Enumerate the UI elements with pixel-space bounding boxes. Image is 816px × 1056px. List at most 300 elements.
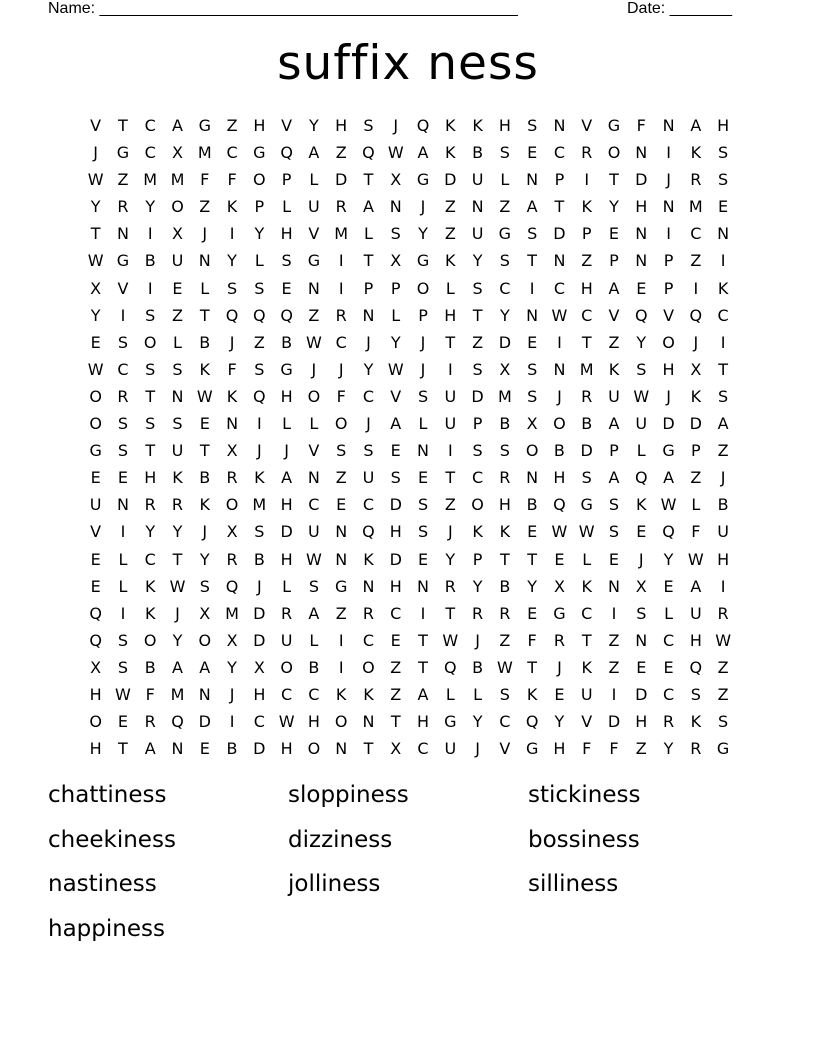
grid-letter: I	[666, 143, 671, 163]
grid-letter: F	[200, 170, 210, 190]
grid-letter: Q	[362, 143, 375, 163]
word-list-item: dizziness	[288, 826, 393, 853]
grid-letter: H	[280, 495, 293, 515]
grid-letter: K	[199, 359, 211, 379]
grid-letter: T	[527, 549, 538, 569]
grid-letter: Y	[527, 576, 538, 596]
grid-letter: N	[362, 712, 375, 732]
grid-letter: Y	[227, 251, 237, 271]
grid-letter: Z	[717, 657, 729, 677]
grid-letter: R	[472, 603, 484, 623]
grid-letter: P	[472, 414, 483, 434]
grid-letter: Y	[145, 197, 156, 217]
grid-letter: N	[116, 495, 129, 515]
grid-letter: N	[116, 224, 129, 244]
grid-letter: Z	[253, 332, 265, 352]
grid-letter: E	[199, 739, 210, 759]
grid-letter: C	[690, 224, 702, 244]
grid-row	[82, 464, 737, 491]
grid-letter: L	[473, 684, 483, 704]
grid-row	[82, 573, 737, 600]
grid-letter: N	[417, 441, 429, 461]
grid-letter: W	[305, 549, 322, 569]
grid-letter: Y	[199, 549, 210, 569]
grid-letter: N	[662, 116, 675, 135]
grid-letter: Q	[362, 522, 375, 542]
grid-letter: J	[256, 576, 262, 596]
grid-letter: Z	[472, 332, 484, 352]
grid-letter: S	[117, 657, 128, 677]
grid-letter: T	[554, 197, 565, 217]
grid-letter: N	[171, 386, 184, 406]
grid-letter: K	[581, 197, 592, 217]
grid-letter: C	[471, 468, 484, 488]
grid-letter: I	[611, 603, 617, 623]
grid-letter: Y	[609, 197, 619, 217]
grid-letter: D	[198, 712, 211, 732]
page-title: suffix ness	[277, 36, 539, 91]
grid-letter: Z	[117, 170, 129, 190]
grid-letter: B	[499, 576, 511, 596]
grid-letter: E	[390, 630, 401, 650]
grid-letter: I	[338, 657, 344, 677]
grid-letter: J	[229, 684, 235, 704]
grid-letter: A	[308, 603, 320, 623]
grid-letter: Q	[280, 305, 293, 325]
grid-letter: S	[499, 143, 510, 163]
grid-letter: E	[527, 332, 538, 352]
grid-letter: G	[89, 441, 102, 461]
grid-letter: R	[117, 197, 129, 217]
grid-letter: I	[120, 522, 126, 542]
grid-letter: P	[254, 197, 265, 217]
grid-letter: L	[363, 224, 373, 244]
grid-letter: C	[362, 386, 375, 406]
grid-letter: T	[581, 332, 592, 352]
grid-letter: A	[608, 278, 620, 298]
grid-letter: A	[417, 684, 429, 704]
grid-letter: J	[338, 359, 344, 379]
grid-letter: K	[608, 359, 620, 379]
grid-letter: K	[472, 522, 483, 542]
grid-letter: R	[144, 712, 156, 732]
grid-letter: U	[635, 414, 648, 434]
grid-letter: S	[363, 116, 374, 135]
word-list-item: nastiness	[48, 871, 157, 897]
grid-letter: X	[226, 630, 238, 650]
grid-letter: B	[472, 657, 484, 677]
grid-letter: R	[690, 170, 702, 190]
grid-letter: Q	[253, 305, 266, 325]
grid-letter: M	[497, 386, 512, 406]
grid-letter: O	[307, 386, 321, 406]
grid-letter: X	[390, 251, 402, 271]
grid-letter: O	[225, 495, 239, 515]
grid-letter: S	[145, 414, 156, 434]
grid-letter: Z	[199, 197, 211, 217]
grid-letter: H	[89, 684, 102, 704]
grid-letter: E	[417, 549, 429, 569]
grid-letter: C	[499, 712, 511, 732]
grid-letter: S	[145, 359, 156, 379]
grid-letter: J	[175, 603, 180, 623]
grid-letter: Y	[663, 739, 674, 759]
grid-letter: L	[582, 549, 592, 569]
grid-letter: Z	[690, 468, 702, 488]
grid-letter: K	[445, 143, 456, 163]
grid-letter: U	[280, 630, 293, 650]
grid-letter: T	[472, 305, 483, 325]
grid-letter: C	[553, 143, 565, 163]
grid-letter: T	[90, 224, 101, 244]
grid-letter: O	[525, 441, 539, 461]
grid-letter: V	[581, 712, 593, 732]
grid-letter: N	[471, 197, 484, 217]
grid-letter: N	[553, 251, 566, 271]
grid-letter: H	[280, 739, 293, 759]
grid-letter: H	[553, 739, 566, 759]
grid-letter: N	[608, 576, 620, 596]
grid-letter: C	[553, 278, 565, 298]
grid-letter: Q	[89, 630, 102, 650]
grid-letter: D	[253, 630, 266, 650]
grid-letter: G	[253, 143, 266, 163]
grid-letter: P	[609, 251, 619, 271]
grid-letter: S	[581, 468, 592, 488]
grid-letter: A	[608, 468, 620, 488]
grid-letter: N	[362, 305, 375, 325]
grid-letter: H	[253, 116, 266, 135]
grid-letter: K	[144, 576, 156, 596]
grid-letter: E	[336, 495, 347, 515]
grid-letter: N	[226, 414, 239, 434]
grid-letter: H	[389, 576, 402, 596]
grid-letter: J	[93, 143, 98, 163]
grid-letter: H	[144, 468, 157, 488]
grid-letter: V	[308, 441, 320, 461]
grid-letter: B	[308, 657, 320, 677]
grid-letter: T	[363, 739, 374, 759]
word-list-item: cheekiness	[48, 826, 176, 853]
grid-letter: U	[580, 684, 593, 704]
grid-letter: C	[308, 495, 320, 515]
grid-letter: T	[445, 603, 456, 623]
grid-letter: F	[691, 522, 701, 542]
grid-letter: W	[87, 359, 104, 379]
grid-row	[82, 193, 737, 220]
grid-letter: S	[472, 359, 483, 379]
grid-letter: S	[718, 170, 729, 190]
grid-letter: S	[499, 684, 510, 704]
grid-letter: D	[280, 522, 293, 542]
grid-letter: E	[172, 278, 183, 298]
grid-letter: F	[582, 739, 592, 759]
grid-letter: L	[282, 414, 292, 434]
grid-letter: S	[254, 278, 265, 298]
grid-letter: U	[444, 414, 457, 434]
grid-letter: T	[118, 116, 128, 135]
grid-row	[82, 247, 737, 274]
grid-letter: C	[117, 359, 129, 379]
grid-letter: H	[89, 739, 102, 759]
grid-letter: R	[335, 305, 347, 325]
grid-letter: C	[253, 712, 265, 732]
grid-letter: E	[90, 468, 101, 488]
grid-letter: C	[144, 116, 156, 135]
grid-letter: A	[308, 143, 320, 163]
grid-letter: T	[199, 305, 210, 325]
grid-letter: H	[389, 522, 402, 542]
grid-letter: R	[144, 495, 156, 515]
grid-letter: L	[391, 305, 401, 325]
grid-letter: Q	[225, 576, 239, 596]
grid-letter: H	[444, 305, 457, 325]
grid-letter: S	[390, 468, 401, 488]
grid-letter: D	[389, 549, 402, 569]
grid-letter: P	[281, 170, 292, 190]
grid-letter: H	[553, 468, 566, 488]
grid-letter: H	[280, 224, 293, 244]
grid-letter: I	[120, 603, 126, 623]
grid-letter: Z	[608, 630, 620, 650]
grid-letter: P	[390, 278, 401, 298]
grid-letter: Y	[309, 116, 319, 135]
grid-letter: G	[198, 116, 211, 135]
grid-letter: Y	[636, 332, 647, 352]
grid-letter: H	[635, 712, 648, 732]
grid-letter: S	[417, 495, 429, 515]
grid-letter: S	[608, 495, 620, 515]
grid-row	[82, 112, 737, 139]
grid-letter: U	[89, 495, 102, 515]
grid-letter: W	[196, 386, 213, 406]
grid-letter: S	[690, 684, 701, 704]
grid-letter: T	[118, 739, 128, 759]
grid-letter: K	[199, 495, 211, 515]
grid-letter: J	[256, 441, 262, 461]
grid-letter: Z	[635, 739, 647, 759]
grid-letter: K	[335, 684, 347, 704]
grid-letter: A	[281, 468, 293, 488]
grid-letter: Z	[335, 143, 347, 163]
grid-letter: N	[335, 739, 348, 759]
grid-letter: I	[229, 224, 235, 244]
grid-letter: H	[580, 278, 593, 298]
grid-letter: D	[635, 170, 648, 190]
grid-letter: L	[282, 197, 292, 217]
grid-letter: R	[335, 197, 347, 217]
grid-row	[82, 383, 737, 410]
grid-letter: E	[90, 332, 101, 352]
grid-letter: B	[281, 332, 293, 352]
grid-row	[82, 708, 737, 735]
grid-letter: I	[557, 332, 562, 352]
grid-letter: E	[527, 603, 538, 623]
grid-row	[82, 437, 737, 464]
grid-letter: B	[581, 414, 593, 434]
grid-letter: Z	[335, 468, 347, 488]
grid-letter: C	[226, 143, 238, 163]
grid-letter: S	[417, 386, 429, 406]
grid-letter: G	[416, 251, 430, 271]
grid-letter: W	[305, 332, 322, 352]
grid-letter: S	[472, 278, 483, 298]
grid-letter: Y	[227, 657, 237, 677]
grid-letter: C	[417, 739, 429, 759]
grid-letter: K	[526, 684, 538, 704]
grid-letter: H	[280, 386, 293, 406]
grid-letter: S	[308, 576, 319, 596]
grid-letter: S	[499, 441, 510, 461]
grid-letter: Q	[89, 603, 102, 623]
grid-letter: G	[580, 495, 593, 515]
grid-letter: G	[553, 603, 566, 623]
grid-row	[82, 275, 737, 302]
grid-letter: J	[666, 386, 671, 406]
grid-letter: S	[117, 332, 128, 352]
grid-letter: G	[498, 224, 512, 244]
grid-letter: W	[633, 386, 650, 406]
grid-letter: R	[581, 143, 593, 163]
grid-letter: J	[311, 359, 317, 379]
grid-letter: T	[145, 386, 156, 406]
grid-letter: T	[527, 657, 538, 677]
grid-letter: H	[717, 549, 730, 569]
grid-letter: O	[253, 170, 266, 190]
grid-letter: L	[282, 576, 292, 596]
grid-letter: Q	[171, 712, 184, 732]
grid-letter: N	[553, 359, 566, 379]
grid-letter: Z	[390, 684, 402, 704]
grid-letter: H	[689, 630, 702, 650]
grid-letter: D	[389, 495, 402, 515]
grid-letter: S	[718, 712, 729, 732]
grid-letter: O	[307, 739, 321, 759]
grid-letter: E	[90, 576, 101, 596]
grid-letter: K	[363, 684, 374, 704]
grid-letter: Y	[418, 224, 428, 244]
grid-letter: Y	[390, 332, 401, 352]
grid-letter: K	[226, 197, 238, 217]
grid-letter: O	[89, 414, 102, 434]
grid-letter: G	[662, 441, 675, 461]
grid-letter: X	[199, 603, 211, 623]
grid-letter: D	[253, 603, 266, 623]
grid-letter: B	[717, 495, 729, 515]
grid-letter: I	[666, 224, 671, 244]
grid-letter: A	[417, 143, 429, 163]
grid-letter: S	[363, 441, 374, 461]
grid-letter: K	[254, 468, 265, 488]
grid-letter: U	[471, 170, 484, 190]
grid-letter: Q	[689, 305, 703, 325]
grid-letter: A	[144, 739, 156, 759]
grid-letter: X	[172, 224, 183, 244]
grid-letter: L	[445, 278, 455, 298]
grid-letter: T	[145, 441, 156, 461]
grid-letter: J	[393, 116, 399, 135]
grid-letter: A	[199, 657, 211, 677]
grid-letter: H	[417, 712, 430, 732]
grid-letter: S	[172, 414, 183, 434]
grid-letter: D	[580, 441, 593, 461]
grid-letter: D	[635, 684, 648, 704]
grid-letter: C	[581, 603, 593, 623]
grid-letter: W	[551, 305, 568, 325]
grid-letter: Z	[390, 657, 402, 677]
grid-letter: B	[499, 414, 511, 434]
grid-letter: S	[608, 522, 620, 542]
grid-letter: Q	[634, 468, 648, 488]
grid-letter: K	[226, 386, 238, 406]
grid-letter: V	[608, 305, 620, 325]
grid-letter: S	[281, 251, 292, 271]
grid-letter: S	[226, 278, 238, 298]
grid-letter: R	[690, 739, 702, 759]
grid-letter: G	[716, 739, 730, 759]
grid-letter: D	[607, 712, 621, 732]
name-field-line: Name: _______________________________________________	[48, 0, 518, 17]
word-list-item: bossiness	[528, 826, 640, 853]
grid-letter: L	[691, 495, 701, 515]
grid-letter: J	[420, 197, 426, 217]
grid-letter: O	[607, 143, 621, 163]
grid-letter: L	[309, 414, 319, 434]
grid-letter: J	[720, 468, 726, 488]
grid-letter: X	[90, 657, 102, 677]
grid-letter: S	[527, 386, 538, 406]
grid-letter: R	[226, 468, 238, 488]
grid-letter: I	[720, 332, 726, 352]
grid-letter: K	[445, 251, 456, 271]
grid-letter: S	[199, 576, 210, 596]
grid-letter: V	[281, 116, 293, 135]
grid-letter: N	[717, 224, 730, 244]
grid-letter: B	[199, 468, 211, 488]
grid-letter: U	[717, 522, 729, 542]
grid-letter: X	[553, 576, 565, 596]
grid-letter: X	[90, 278, 102, 298]
grid-letter: Q	[416, 116, 430, 135]
grid-letter: U	[608, 386, 620, 406]
grid-letter: K	[690, 712, 702, 732]
grid-letter: R	[226, 549, 238, 569]
grid-letter: C	[335, 332, 347, 352]
grid-letter: I	[447, 359, 453, 379]
grid-letter: L	[254, 251, 264, 271]
grid-letter: I	[338, 251, 344, 271]
grid-letter: N	[662, 197, 675, 217]
grid-letter: B	[472, 143, 484, 163]
grid-letter: E	[199, 414, 210, 434]
grid-letter: B	[553, 441, 565, 461]
grid-letter: S	[117, 441, 128, 461]
grid-letter: W	[687, 549, 704, 569]
grid-letter: G	[607, 116, 621, 135]
grid-letter: X	[390, 739, 402, 759]
grid-letter: I	[529, 278, 535, 298]
grid-letter: S	[336, 441, 347, 461]
grid-letter: J	[557, 657, 562, 677]
grid-letter: C	[308, 684, 320, 704]
grid-letter: J	[420, 332, 426, 352]
grid-letter: T	[581, 630, 592, 650]
grid-letter: N	[526, 468, 539, 488]
grid-letter: B	[526, 495, 538, 515]
grid-letter: R	[499, 603, 511, 623]
grid-letter: T	[718, 359, 728, 379]
grid-letter: R	[499, 468, 511, 488]
